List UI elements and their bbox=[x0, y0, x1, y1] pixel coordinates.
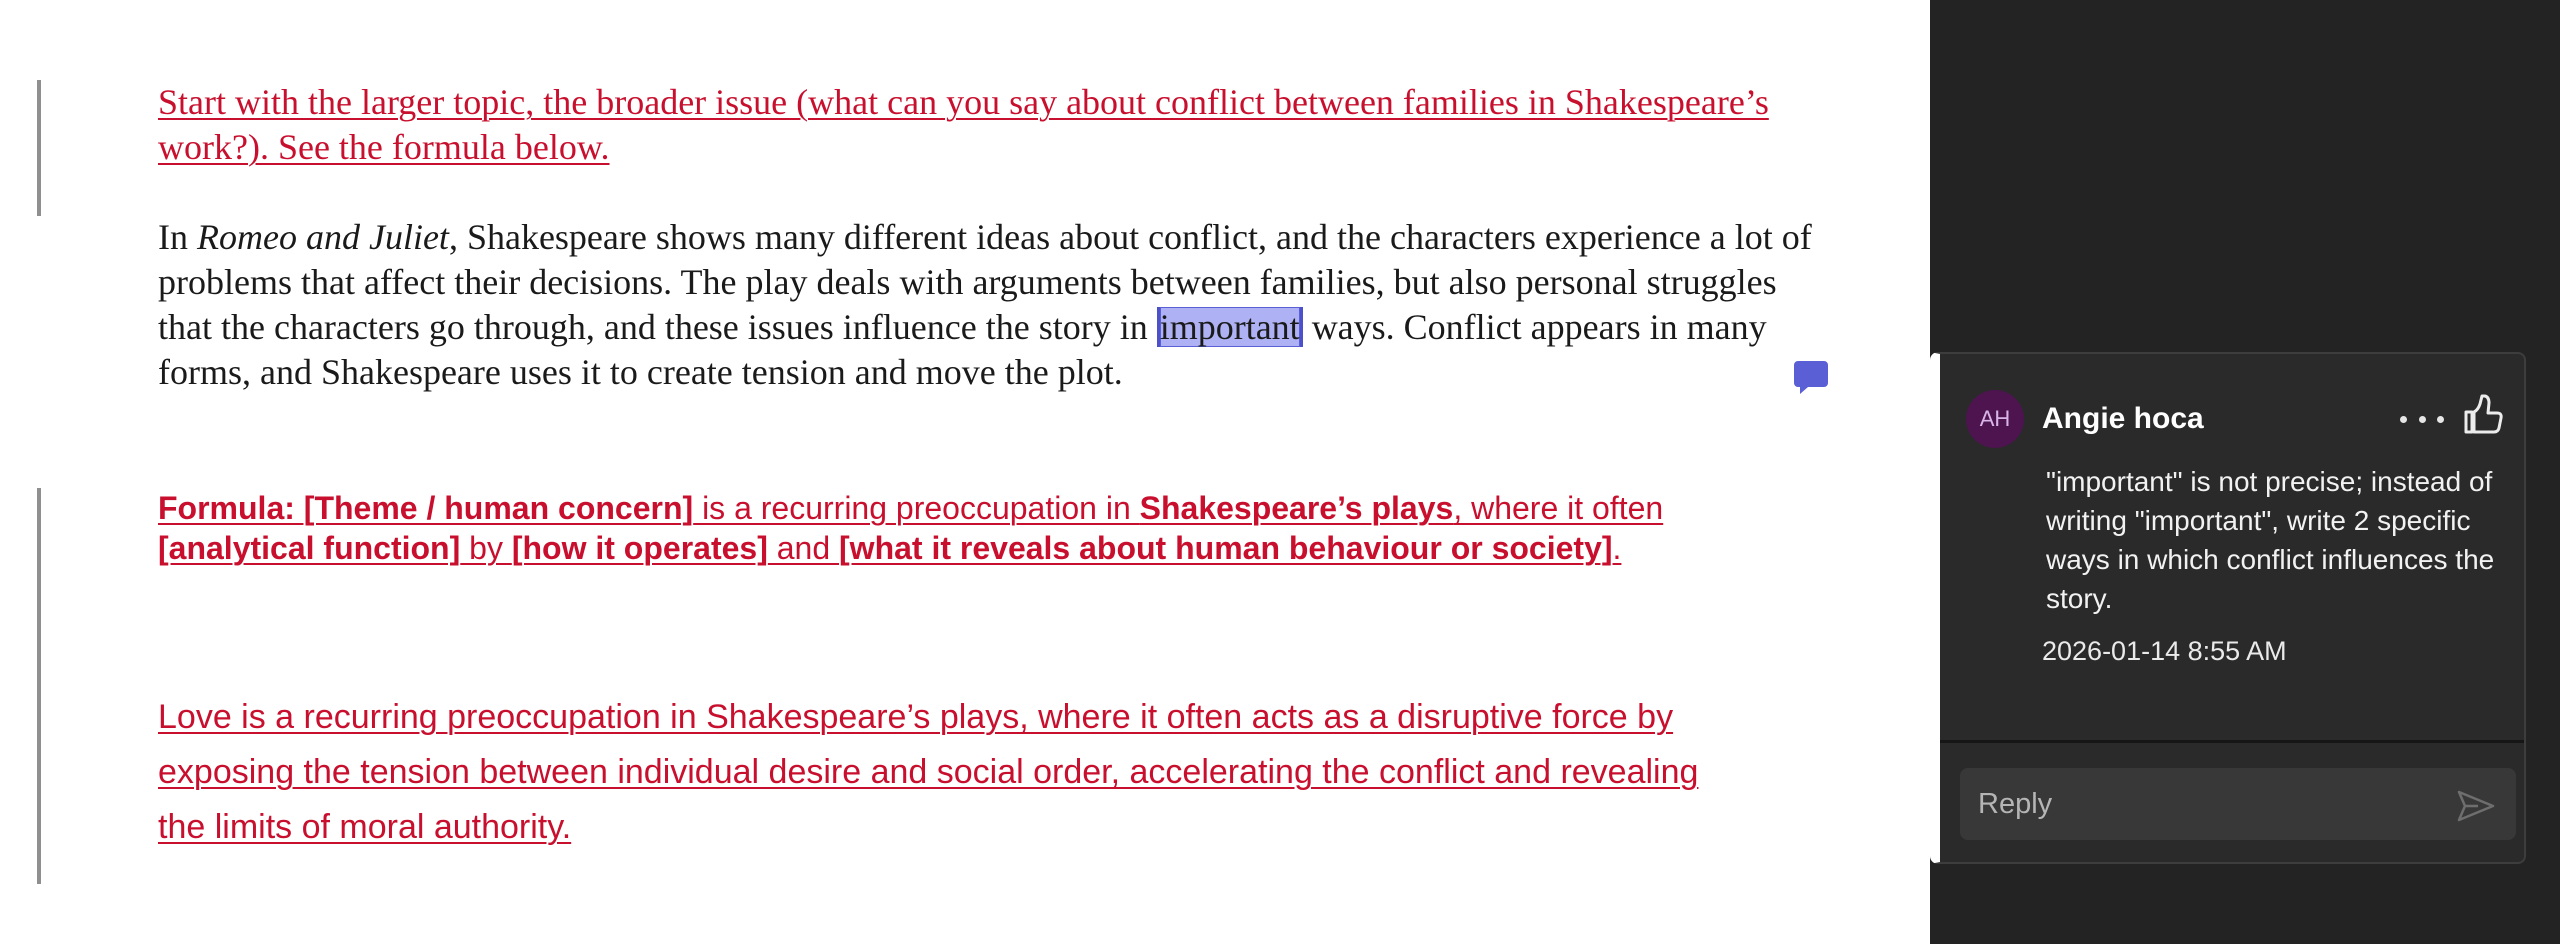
formula-bold: [how it operates] bbox=[511, 530, 768, 566]
text-run: and bbox=[767, 530, 840, 566]
reply-input[interactable] bbox=[1976, 787, 2420, 822]
suggestion-paragraph[interactable]: Start with the larger topic, the broader issue (what can you say about conflict between families in Shakespeare’s work?). See the formula below. bbox=[158, 82, 1769, 167]
text-run: . bbox=[1612, 530, 1622, 566]
formula-bold: Formula: [Theme / human concern] bbox=[158, 490, 694, 526]
more-options-icon[interactable] bbox=[2400, 404, 2444, 434]
example-paragraph[interactable]: Love is a recurring preoccupation in Shakespeare’s plays, where it often acts as a disruptive force by exposing the tension between individual desire and social order, accelerating the conflict and revealing the limits of moral authority. bbox=[158, 698, 1699, 846]
formula-bold: [what it reveals about human behaviour or society] bbox=[839, 530, 1613, 566]
change-bar bbox=[37, 488, 41, 884]
avatar: AH bbox=[1966, 390, 2024, 448]
text-run: , where it often bbox=[1453, 490, 1664, 526]
body-paragraph[interactable] bbox=[158, 215, 1818, 395]
reply-box[interactable] bbox=[1960, 768, 2516, 840]
send-icon[interactable] bbox=[2456, 788, 2496, 824]
text-run: ways. Conflict appears in many forms, and Shakespeare uses it to create tension and move the plot. bbox=[158, 307, 1767, 392]
text-run: In bbox=[158, 217, 197, 257]
text-run: by bbox=[460, 530, 512, 566]
comment-marker-icon[interactable] bbox=[1792, 358, 1830, 396]
formula-bold: Shakespeare’s plays bbox=[1139, 490, 1454, 526]
thumbs-up-icon[interactable] bbox=[2460, 390, 2504, 438]
comment-author: Angie hoca bbox=[2042, 402, 2204, 435]
text-run: , Shakespeare shows many different ideas about conflict, and the characters experience a lot of problems that affect their decisions. The play deals with arguments between families, but also personal struggles that the characters go through, and these issues influence the story in bbox=[158, 217, 1812, 347]
divider bbox=[1940, 740, 2524, 743]
comment-timestamp: 2026-01-14 8:55 AM bbox=[2042, 636, 2287, 666]
change-bar bbox=[37, 80, 41, 216]
formula-bold: [analytical function] bbox=[158, 530, 461, 566]
formula-paragraph[interactable] bbox=[158, 488, 1718, 568]
comment-card[interactable] bbox=[1930, 352, 2526, 864]
commented-word-highlight[interactable]: important bbox=[1157, 307, 1303, 347]
play-title: Romeo and Juliet bbox=[197, 217, 449, 257]
comment-text: "important" is not precise; instead of writing "important", write 2 specific ways in which conflict influences the story. bbox=[2046, 466, 2495, 614]
text-run: is a recurring preoccupation in bbox=[693, 490, 1140, 526]
